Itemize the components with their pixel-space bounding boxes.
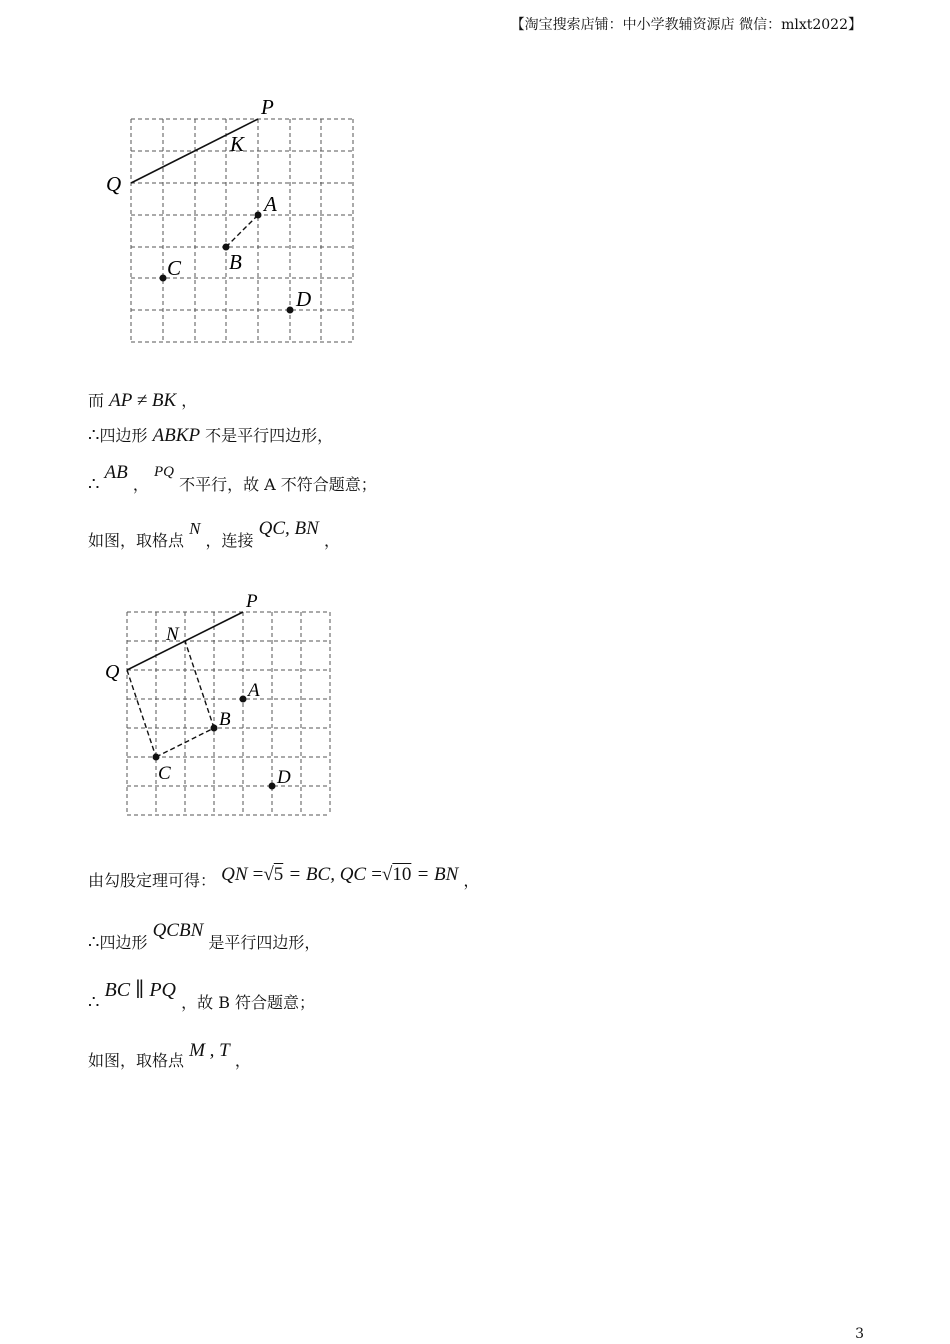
page-number: 3 [855,1326,864,1342]
label-a: A [264,192,277,216]
point-d [287,307,294,314]
label-n: N [166,624,179,645]
therefore-symbol: ∴ [88,474,100,495]
math-abkp: ABKP [152,425,201,446]
label-q: Q [106,172,122,196]
text-line-4: 如图，取格点 N ，连接 QC, BN ， [88,518,340,550]
label-k: K [230,132,245,156]
math-bc-parallel-pq: BC ∥ PQ [104,979,177,1001]
math-qcbn: QCBN [152,920,204,941]
label-d: D [277,767,291,788]
grid-figure-1 [100,92,370,352]
math-m-t: M , T [189,1040,230,1061]
sqrt-symbol: √ [263,864,274,885]
text-line-5: 由勾股定理可得： QN =√5 = BC, QC =√10 = BN ， [88,864,480,890]
point-d [269,783,276,790]
text-line-8: 如图，取格点 M , T ， [88,1040,251,1070]
point-a [255,212,262,219]
text-line-6: ∴四边形 QCBN 是平行四边形， [88,920,321,953]
math-bc-qc: = BC, QC [288,864,367,885]
label-p: P [246,591,258,612]
label-q: Q [105,661,120,683]
page-header: 【淘宝搜索店铺：中小学教辅资源店 微信：mlxt2022】 [510,17,862,33]
therefore-symbol: ∴ [88,425,100,446]
therefore-symbol: ∴ [88,992,100,1013]
point-c [153,754,160,761]
label-c: C [158,763,171,784]
therefore-symbol: ∴ [88,932,100,953]
point-c [160,275,167,282]
label-b: B [219,709,231,730]
math-ab: AB [104,462,128,483]
grid-figure-2 [100,588,340,824]
radicand-5: 5 [273,864,284,885]
radicand-10: 10 [392,864,412,885]
math-n: N [189,519,201,538]
point-b [211,725,218,732]
math-bn: = BN [416,864,459,885]
label-d: D [296,287,312,311]
math-pq: PQ [153,464,174,480]
label-c: C [167,256,182,280]
text-line-2: ∴四边形 ABKP 不是平行四边形， [88,425,334,446]
text-line-1: 而 AP ≠ BK ， [88,390,198,411]
label-p: P [261,95,274,119]
point-a [240,696,247,703]
text-line-3: ∴ AB ， PQ 不平行，故 A 不符合题意； [88,462,377,495]
label-b: B [229,250,242,274]
label-a: A [248,680,260,701]
math-qc-bn: QC, BN [258,518,319,539]
segment-ab [226,215,258,247]
sqrt-symbol: √ [381,864,393,885]
math-ap-ne-bk: AP ≠ BK [109,390,177,411]
text-line-7: ∴ BC ∥ PQ ，故 B 符合题意； [88,979,316,1013]
math-qn: QN [221,864,248,885]
